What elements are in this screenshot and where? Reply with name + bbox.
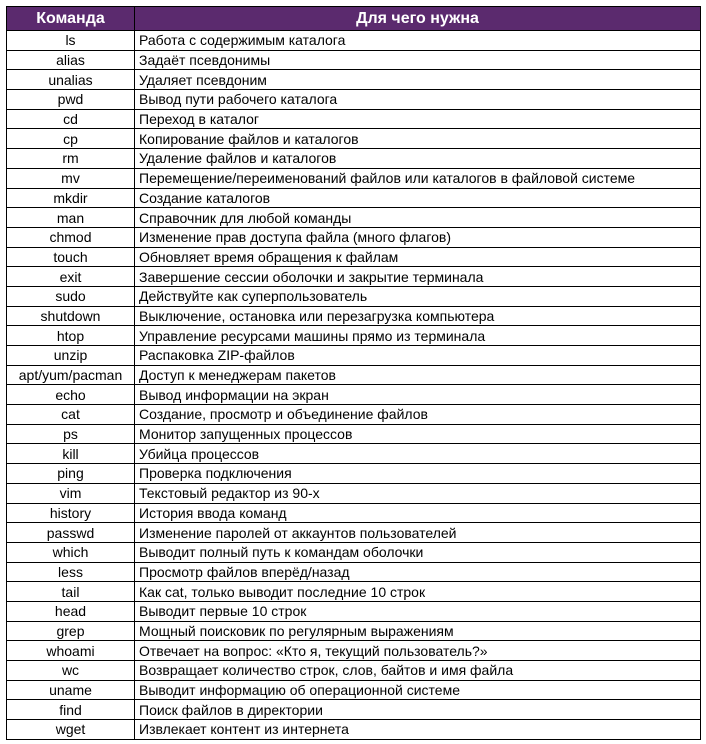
- description-cell: Возвращает количество строк, слов, байтов и имя файла: [135, 661, 701, 681]
- command-cell: touch: [7, 247, 135, 267]
- table-row: [7, 464, 701, 484]
- description-cell: Мощный поисковик по регулярным выражениям: [135, 621, 701, 641]
- command-cell: tail: [7, 582, 135, 602]
- command-cell: cd: [7, 109, 135, 129]
- description-cell: Поиск файлов в директории: [135, 700, 701, 720]
- command-cell: man: [7, 208, 135, 228]
- command-cell: whoami: [7, 641, 135, 661]
- description-cell: Изменение прав доступа файла (много флагов): [135, 227, 701, 247]
- description-cell: Выключение, остановка или перезагрузка компьютера: [135, 306, 701, 326]
- command-cell: cp: [7, 129, 135, 149]
- table-row: [7, 188, 701, 208]
- table-row: [7, 641, 701, 661]
- command-cell: kill: [7, 444, 135, 464]
- description-cell: Просмотр файлов вперёд/назад: [135, 562, 701, 582]
- table-row: [7, 346, 701, 366]
- table-row: [7, 720, 701, 740]
- command-cell: htop: [7, 326, 135, 346]
- description-cell: Распаковка ZIP-файлов: [135, 346, 701, 366]
- table-row: [7, 503, 701, 523]
- table-row: [7, 562, 701, 582]
- command-cell: wc: [7, 661, 135, 681]
- table-row: [7, 267, 701, 287]
- command-cell: unzip: [7, 346, 135, 366]
- description-cell: Доступ к менеджерам пакетов: [135, 365, 701, 385]
- table-row: [7, 365, 701, 385]
- table-row: [7, 523, 701, 543]
- table-row: [7, 70, 701, 90]
- table-row: [7, 326, 701, 346]
- table-row: [7, 621, 701, 641]
- description-cell: Управление ресурсами машины прямо из терминала: [135, 326, 701, 346]
- command-cell: less: [7, 562, 135, 582]
- description-cell: Отвечает на вопрос: «Кто я, текущий пользователь?»: [135, 641, 701, 661]
- table-row: [7, 109, 701, 129]
- command-cell: cat: [7, 405, 135, 425]
- description-cell: Создание каталогов: [135, 188, 701, 208]
- table-row: [7, 129, 701, 149]
- table-row: [7, 601, 701, 621]
- description-cell: Текстовый редактор из 90-х: [135, 483, 701, 503]
- command-cell: head: [7, 601, 135, 621]
- description-cell: Вывод информации на экран: [135, 385, 701, 405]
- header-row: [7, 7, 701, 31]
- description-cell: Изменение паролей от аккаунтов пользователей: [135, 523, 701, 543]
- table-row: [7, 90, 701, 110]
- description-cell: Убийца процессов: [135, 444, 701, 464]
- description-cell: Задаёт псевдонимы: [135, 50, 701, 70]
- command-cell: unalias: [7, 70, 135, 90]
- description-cell: Действуйте как суперпользователь: [135, 286, 701, 306]
- description-cell: Переход в каталог: [135, 109, 701, 129]
- header-purpose: Для чего нужна: [135, 7, 701, 31]
- command-cell: rm: [7, 149, 135, 169]
- table-row: [7, 385, 701, 405]
- description-cell: Выводит полный путь к командам оболочки: [135, 542, 701, 562]
- command-cell: uname: [7, 680, 135, 700]
- table-row: [7, 405, 701, 425]
- description-cell: Выводит информацию об операционной системе: [135, 680, 701, 700]
- command-cell: mv: [7, 168, 135, 188]
- description-cell: История ввода команд: [135, 503, 701, 523]
- command-cell: history: [7, 503, 135, 523]
- command-cell: exit: [7, 267, 135, 287]
- description-cell: Завершение сессии оболочки и закрытие терминала: [135, 267, 701, 287]
- command-cell: find: [7, 700, 135, 720]
- command-cell: which: [7, 542, 135, 562]
- command-cell: ping: [7, 464, 135, 484]
- description-cell: Извлекает контент из интернета: [135, 720, 701, 740]
- description-cell: Перемещение/переименований файлов или каталогов в файловой системе: [135, 168, 701, 188]
- command-cell: ls: [7, 31, 135, 51]
- table-row: [7, 542, 701, 562]
- description-cell: Обновляет время обращения к файлам: [135, 247, 701, 267]
- table-row: [7, 424, 701, 444]
- table-row: [7, 483, 701, 503]
- command-cell: grep: [7, 621, 135, 641]
- table-row: [7, 700, 701, 720]
- command-cell: wget: [7, 720, 135, 740]
- commands-table: [6, 6, 701, 740]
- description-cell: Вывод пути рабочего каталога: [135, 90, 701, 110]
- description-cell: Удаление файлов и каталогов: [135, 149, 701, 169]
- command-cell: sudo: [7, 286, 135, 306]
- table-row: [7, 208, 701, 228]
- description-cell: Создание, просмотр и объединение файлов: [135, 405, 701, 425]
- description-cell: Удаляет псевдоним: [135, 70, 701, 90]
- description-cell: Как cat, только выводит последние 10 строк: [135, 582, 701, 602]
- command-cell: pwd: [7, 90, 135, 110]
- description-cell: Работа с содержимым каталога: [135, 31, 701, 51]
- table-row: [7, 149, 701, 169]
- description-cell: Копирование файлов и каталогов: [135, 129, 701, 149]
- table-row: [7, 168, 701, 188]
- command-cell: shutdown: [7, 306, 135, 326]
- table-row: [7, 661, 701, 681]
- description-cell: Монитор запущенных процессов: [135, 424, 701, 444]
- table-row: [7, 247, 701, 267]
- table-row: [7, 286, 701, 306]
- description-cell: Проверка подключения: [135, 464, 701, 484]
- table-row: [7, 306, 701, 326]
- command-cell: mkdir: [7, 188, 135, 208]
- table-row: [7, 680, 701, 700]
- command-cell: apt/yum/pacman: [7, 365, 135, 385]
- command-cell: alias: [7, 50, 135, 70]
- table-row: [7, 31, 701, 51]
- table-row: [7, 444, 701, 464]
- command-cell: vim: [7, 483, 135, 503]
- command-cell: echo: [7, 385, 135, 405]
- table-row: [7, 227, 701, 247]
- command-cell: ps: [7, 424, 135, 444]
- command-cell: chmod: [7, 227, 135, 247]
- command-cell: passwd: [7, 523, 135, 543]
- table-row: [7, 582, 701, 602]
- description-cell: Справочник для любой команды: [135, 208, 701, 228]
- table-row: [7, 50, 701, 70]
- header-command: Команда: [7, 7, 135, 31]
- description-cell: Выводит первые 10 строк: [135, 601, 701, 621]
